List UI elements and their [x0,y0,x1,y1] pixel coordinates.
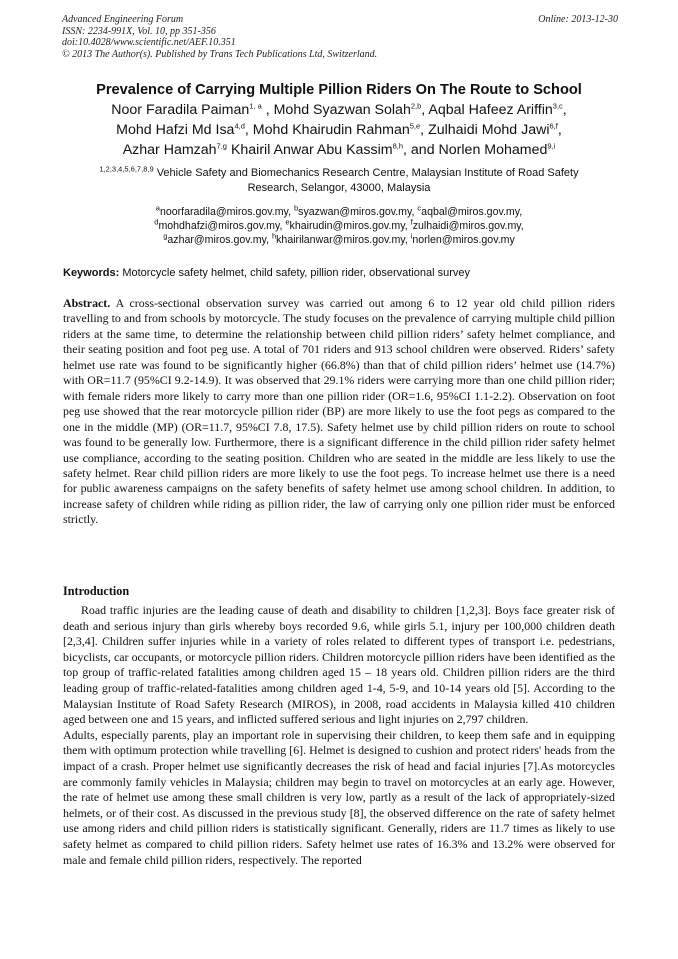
email-sup: a [155,203,160,213]
email-link[interactable]: aqbal@miros.gov.my [421,206,520,218]
author-sup: 8,h [392,141,404,151]
author-sup: 5,e [409,121,421,131]
keywords-label: Keywords: [63,267,120,279]
author-sup: 1, a [249,101,262,111]
author-sup: 9,i [547,141,556,151]
author-name: Khairil Anwar Abu Kassim [230,142,393,158]
author-name: Mohd Khairudin Rahman [252,122,410,138]
abstract-label: Abstract. [63,296,111,310]
email-sup: f [410,217,413,227]
email-list [60,205,618,247]
author-sup: 6,f [549,121,558,131]
author-name: Aqbal Hafeez Ariffin [428,102,553,118]
email-sup: e [285,217,290,227]
email-sup: d [154,217,159,227]
email-link[interactable]: norlen@miros.gov.my [412,234,515,246]
email-link[interactable]: zulhaidi@miros.gov.my [412,220,521,232]
intro-paragraph-2: Adults, especially parents, play an important role in supervising their children, to keep them safe and in equipping them with optimum protection while travelling [6]. Helmet is designed to cushion and protect riders' heads from the impact of a crash. Proper helmet use significantly decreases the risk of head and facial injuries [7].As motorcycles are commonly family vehicles in Malaysia; children may begin to travel on motorcycles at an early age. However, the rate of helmet use among these small children is very low, partly as a result of the lack of appropriately-sized helmets, or of their cost. As discussed in the previous study [8], the observed difference on the rate of safety helmet use among riders and child pillion riders is statistically significant. Generally, riders are 11.7 times as likely to use safety helmet as compared to child pillion riders. Safety helmet use rates of 16.3% and 13.2% were observed for male and female child pillion riders, respectively. The reported [63,727,615,867]
journal-name: Advanced Engineering Forum [62,14,184,25]
email-link[interactable]: azhar@miros.gov.my [167,234,267,246]
affiliation-sup: 1,2,3,4,5,6,7,8,9 [99,164,154,174]
author-sup: 2,b [410,101,422,111]
journal-header [62,14,618,60]
author-line-1: Noor Faradila Paiman$^{1, a}$ , Mohd Syazwan Solah$^{2,b}$, Aqbal Hafeez Ariffin$^{3,c}$, [111,101,567,118]
email-sup: i [410,231,413,241]
author-sup: 7,g [216,141,227,151]
author-name: Azhar Hamzah [122,142,217,158]
email-line-3: $^g$azhar@miros.gov.my, $^h$khairilanwar@miros.gov.my, $^i$norlen@miros.gov.my [163,231,515,246]
keywords-text: Motorcycle safety helmet, child safety, pillion rider, observational survey [122,267,470,279]
email-link[interactable]: khairilanwar@miros.gov.my [276,234,405,246]
email-link[interactable]: noorfaradila@miros.gov.my [159,206,289,218]
abstract-text: A cross-sectional observation survey was carried out among 6 to 12 year old child pillion riders travelling to and from schools by motorcycle. The study focuses on the prevalence of carrying multiple child pillion riders at the same time, to determine the relationship between child pillion riders’ safety helmet compliance, and their seating position and foot peg use. A total of 701 riders and 913 school children were observed. Riders’ safety helmet use rate was found to be significantly higher (66.8%) than that of child pillion riders’ helmet use (14.7%) with OR=11.7 (95%CI 9.2-14.9). It was observed that 29.1% riders were carrying more than one child pillion rider; with female riders more likely to carry more than one pillion rider (OR=1.6, 95%CI 1.1-2.2). Observation on foot peg use showed that the rear motorcycle pillion rider (BP) are more likely to use the foot pegs as compared to the one in the middle (MP) (OR=11.7, 95%CI 7.8, 17.5). Safety helmet use by child pillion riders on route to school was found to be generally low. Furthermore, there is a significant difference in the child pillion rider safety helmet use compliance, according to the seating position. Children who are seated in the middle are less likely to use the safety helmet. Rear child pillion riders are more likely to use the foot pegs. To increase helmet use there is a need for public awareness campaigns on the safety benefits of safety helmet use among school children. In addition, to increase safety of children while riding as pillion rider, the law of carrying only one pillion rider must be enforced strictly. [63,296,615,527]
affiliation-line-2: Research, Selangor, 43000, Malaysia [247,182,431,194]
author-sup: 4,d [234,121,245,131]
email-sup: b [293,203,299,213]
author-sup: 3,c [552,101,563,111]
doi-line: doi:10.4028/www.scientific.net/AEF.10.351 [62,37,236,48]
introduction-body [63,603,615,868]
email-sup: h [271,231,277,241]
author-line-3: Azhar Hamzah$^{7,g}$ Khairil Anwar Abu Kassim$^{8,h}$, and Norlen Mohamed$^{9,i}$ [122,141,556,158]
email-sup: g [163,231,168,241]
abstract [63,296,615,528]
issn-line: ISSN: 2234-991X, Vol. 10, pp 351-356 [62,25,216,37]
email-link[interactable]: syazwan@miros.gov.my [298,206,412,218]
introduction-heading: Introduction [63,584,130,598]
affiliation-line-1: Vehicle Safety and Biomechanics Research Centre, Malaysian Institute of Road Safety [156,167,579,179]
email-line-1: $^a$noorfaradila@miros.gov.my, $^b$syazwan@miros.gov.my, $^c$aqbal@miros.gov.my, [155,203,523,218]
email-link[interactable]: khairudin@miros.gov.my [289,220,405,232]
author-name: Zulhaidi Mohd Jawi [428,122,550,138]
author-name: Mohd Syazwan Solah [273,102,411,118]
author-name: Norlen Mohamed [438,142,548,158]
email-sup: c [417,203,422,213]
affiliation [60,166,618,196]
copyright-line: © 2013 The Author(s). Published by Trans Tech Publications Ltd, Switzerland. [62,48,378,60]
email-line-2: $^d$mohdhafzi@miros.gov.my, $^e$khairudin@miros.gov.my, $^f$zulhaidi@miros.gov.my, [154,217,524,232]
email-link[interactable]: mohdhafzi@miros.gov.my [158,220,280,232]
author-name: Mohd Hafzi Md Isa [116,122,235,138]
paper-title: Prevalence of Carrying Multiple Pillion Riders On The Route to School [96,82,582,98]
author-list [40,100,638,160]
intro-paragraph-1: Road traffic injuries are the leading cause of death and disability to children [1,2,3]. Boys face greater risk of death and serious injury than girls whereby boys recorded 9.6, while girls 5.1, injury per 100,000 children death [2,3,4]. Children suffer injuries while in a variety of roles related to different types of transport i.e. pedestrians, bicyclists, car occupants, or motorcycle pillion riders. Children motorcycle pillion riders have been identified as the top group of traffic-related fatalities among children aged 15 – 18 years old. Children pillion riders are the third leading group of traffic-related-fatalities among children aged 1-4, 5-9, and 10-14 years old [5]. According to the Malaysian Institute of Road Safety Research (MIROS), in 2008, road accidents in Malaysia killed 410 children aged between one and 15 years, and inflicted suffered serious and light injuries on 2,797 children. [63,603,615,727]
author-line-2: Mohd Hafzi Md Isa$^{4,d}$, Mohd Khairudin Rahman$^{5,e}$, Zulhaidi Mohd Jawi$^{6,f}$, [116,121,562,138]
author-name: Noor Faradila Paiman [111,102,250,118]
author-and: and [410,142,435,158]
online-date: Online: 2013-12-30 [538,14,618,25]
keywords [63,267,619,279]
